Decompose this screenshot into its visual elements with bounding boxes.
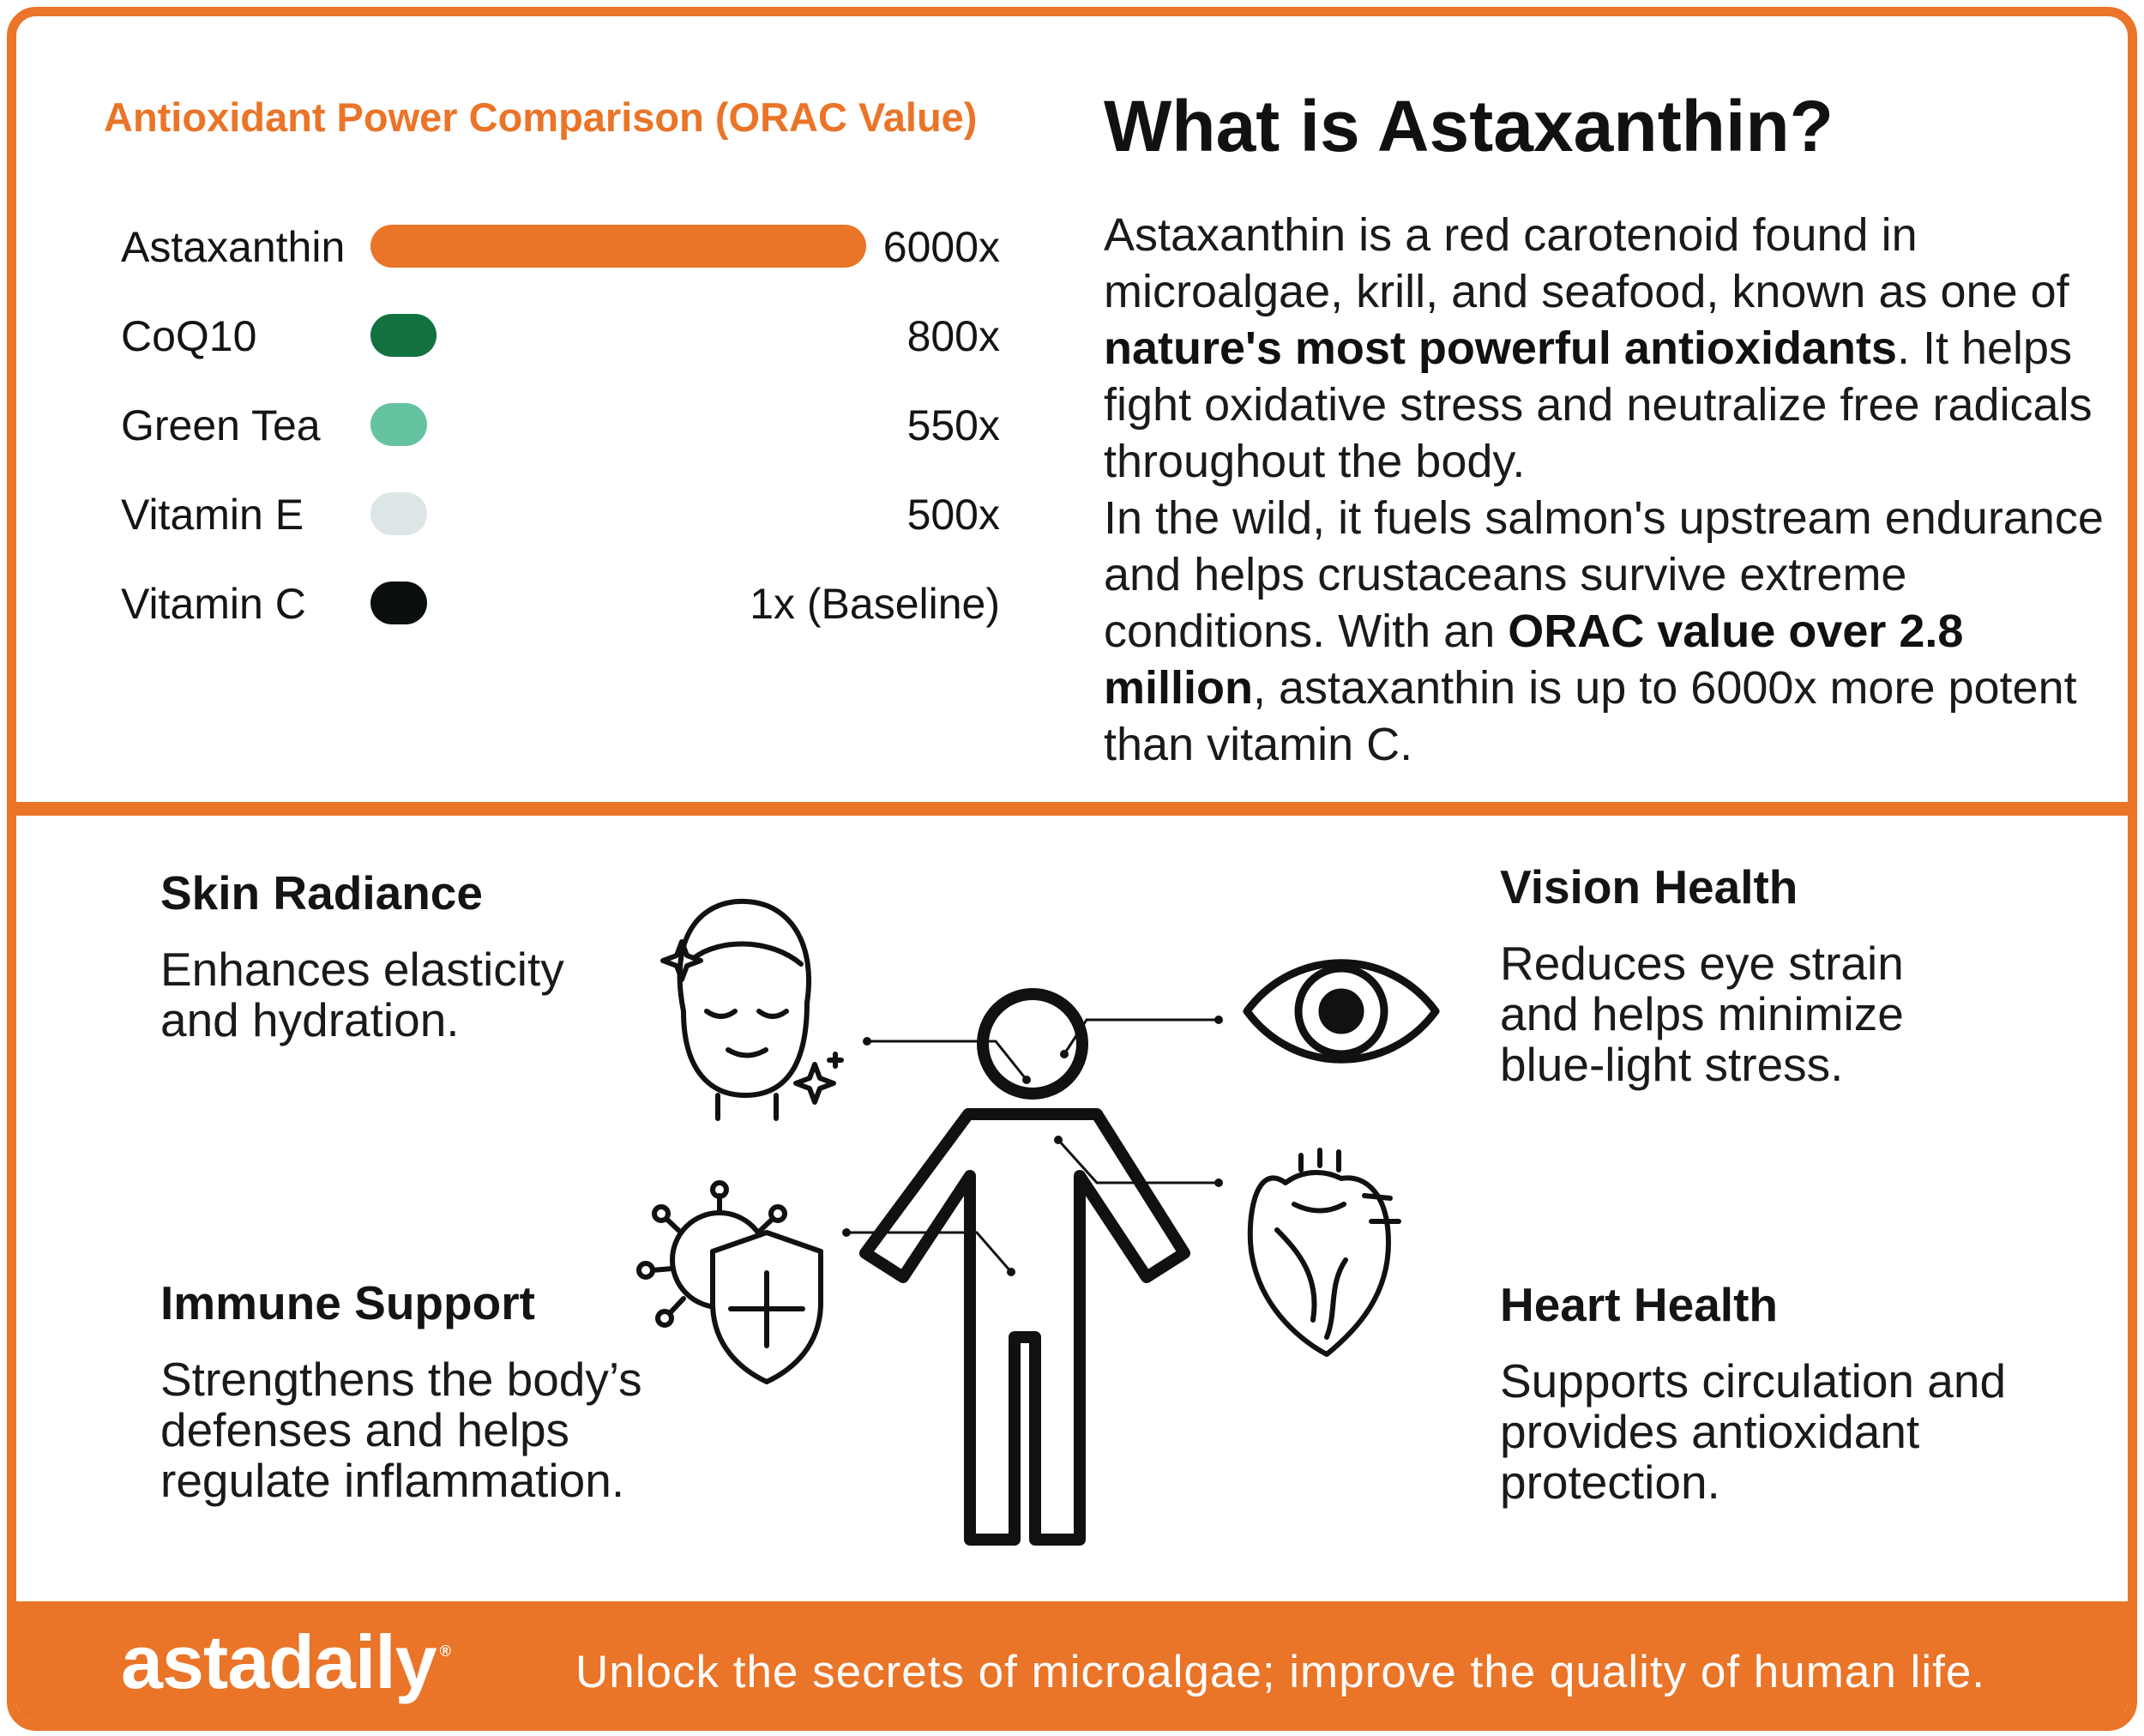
benefit-immune [160, 1275, 709, 1506]
benefit-immune-title: Immune Support [160, 1276, 535, 1329]
value-label: 1x (Baseline) [750, 580, 1000, 628]
category-label: Vitamin E [121, 491, 304, 539]
info-p2-c: , astaxanthin is up to 6000x more potent than vitamin C. [1104, 662, 2077, 770]
benefit-skin-title: Skin Radiance [160, 866, 483, 919]
benefit-immune-text: Strengthens the body’s defenses and helps regulate inflammation. [160, 1353, 642, 1507]
infographic-frame [7, 7, 2137, 1731]
value-label: 6000x [882, 223, 1000, 271]
info-p1-c: . It helps fight oxidative stress and neutralize free radicals throughout the body. [1104, 322, 2093, 487]
info-title: What is Astaxanthin? [1104, 86, 1834, 166]
benefit-heart-text: Supports circulation and provides antioxidant protection. [1500, 1354, 2007, 1509]
registered-mark: ® [439, 1643, 450, 1660]
benefit-vision [1500, 859, 1963, 1090]
heart-icon [1250, 1150, 1399, 1354]
value-label: 550x [906, 401, 1000, 449]
brand-logo[interactable] [121, 1618, 450, 1706]
info-p1-a: Astaxanthin is a red carotenoid found in microalgae, krill, and seafood, known as one of [1104, 209, 2069, 317]
footer-tagline: Unlock the secrets of microalgae; improve the quality of human life. [575, 1647, 1986, 1697]
info-p1-bold: nature's most powerful antioxidants [1104, 322, 1897, 374]
category-label: CoQ10 [121, 312, 257, 360]
chart-title: Antioxidant Power Comparison (ORAC Value) [104, 94, 978, 140]
info-p2-bold: ORAC value over 2.8 million [1104, 606, 1964, 714]
info-p2-a: In the wild, it fuels salmon's upstream endurance and helps crustaceans survive extreme conditions. With an [1104, 492, 2104, 657]
face-sparkle-icon [663, 901, 841, 1118]
category-label: Vitamin C [121, 580, 306, 628]
category-label: Astaxanthin [121, 223, 346, 271]
benefit-vision-title: Vision Health [1500, 860, 1798, 913]
benefit-heart [1500, 1277, 2032, 1508]
value-label: 800x [906, 312, 1000, 360]
connector-dots [842, 1016, 1223, 1276]
benefit-skin-text: Enhances elasticity and hydration. [160, 943, 564, 1046]
connector-lines [846, 1020, 1219, 1272]
value-label: 500x [906, 491, 1000, 539]
eye-icon [1247, 963, 1436, 1060]
benefit-skin [160, 865, 641, 1046]
benefit-heart-title: Heart Health [1500, 1278, 1778, 1331]
benefit-vision-text: Reduces eye strain and helps minimize blue-light stress. [1500, 937, 1904, 1091]
category-label: Green Tea [121, 401, 321, 449]
brand-logo-text: astadaily [121, 1619, 437, 1704]
footer-bar [16, 1601, 2128, 1731]
